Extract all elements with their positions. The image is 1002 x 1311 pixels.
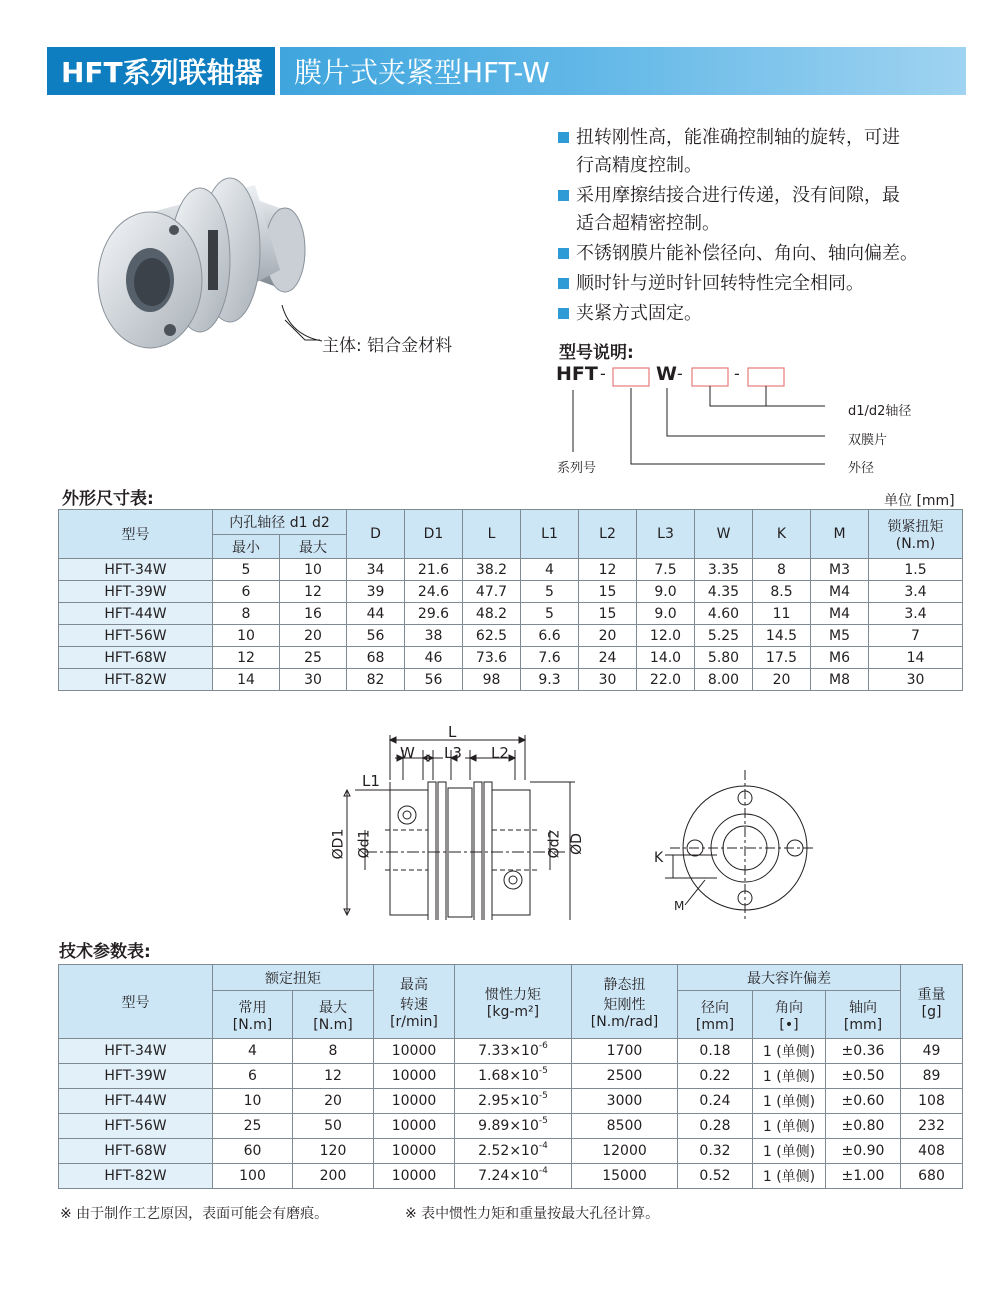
table-cell: 14.0 [637, 647, 695, 669]
col-header-stiffness: 静态扭 矩刚性 [N.m/rad] [572, 965, 678, 1039]
table-cell: 82 [347, 669, 405, 691]
table-cell: 5 [521, 603, 579, 625]
table-cell: M4 [811, 603, 869, 625]
table-cell: 8.5 [753, 581, 811, 603]
table-cell: 62.5 [463, 625, 521, 647]
model-cell: HFT-44W [59, 603, 213, 625]
table-cell: 25 [213, 1114, 293, 1139]
col-header-m: M [811, 510, 869, 559]
table-cell: 20 [280, 625, 347, 647]
model-cell: HFT-56W [59, 1114, 213, 1139]
table-cell: 15 [579, 603, 637, 625]
square-bullet-icon [558, 308, 569, 319]
table-cell: 17.5 [753, 647, 811, 669]
table-cell: 3.4 [869, 603, 963, 625]
page-header [47, 47, 966, 95]
table-row [59, 625, 963, 647]
table-cell: 10000 [374, 1164, 455, 1189]
table-cell: 10 [213, 625, 280, 647]
col-header-radial: 径向 [mm] [678, 991, 753, 1039]
table-cell: 44 [347, 603, 405, 625]
table-cell: 408 [901, 1139, 963, 1164]
feature-list [558, 124, 978, 330]
col-header-weight: 重量 [g] [901, 965, 963, 1039]
dim-label-l1: L1 [362, 772, 380, 790]
model-code-dash: - [677, 364, 683, 383]
dim-label-w: W [400, 744, 415, 762]
table-cell: 4 [213, 1039, 293, 1064]
table-cell: 8 [213, 603, 280, 625]
table-cell: 10000 [374, 1064, 455, 1089]
label-series-number: 系列号 [557, 461, 597, 476]
table-cell: 15000 [572, 1164, 678, 1189]
col-header-l1: L1 [521, 510, 579, 559]
dim-label-m: M [674, 899, 685, 913]
table-row [59, 581, 963, 603]
table-row [59, 669, 963, 691]
table-cell: ±1.00 [826, 1164, 901, 1189]
table-cell: 9.3 [521, 669, 579, 691]
col-header-misalignment: 最大容许偏差 [678, 965, 901, 991]
table-cell: 20 [753, 669, 811, 691]
table-cell: ±0.90 [826, 1139, 901, 1164]
col-header-min: 最小 [213, 535, 280, 559]
table-cell: ±0.50 [826, 1064, 901, 1089]
table-cell: 21.6 [405, 559, 463, 581]
table-cell: 60 [213, 1139, 293, 1164]
table-cell: 73.6 [463, 647, 521, 669]
dimension-table [58, 509, 963, 691]
table-row [59, 647, 963, 669]
table-cell: 8 [753, 559, 811, 581]
feature-item: 不锈钢膜片能补偿径向、角向、轴向偏差。 [558, 240, 978, 268]
table-cell: 98 [463, 669, 521, 691]
table-row [59, 603, 963, 625]
table-cell: 7.5 [637, 559, 695, 581]
table-cell: 24.6 [405, 581, 463, 603]
feature-item: 顺时针与逆时针回转特性完全相同。 [558, 270, 978, 298]
inertia-cell: $7.33\times 10^{-6}$ [455, 1039, 572, 1064]
unit-label: 单位 [mm] [884, 493, 955, 509]
table-cell: 6 [213, 1064, 293, 1089]
product-subtitle: 膜片式夹紧型HFT-W [280, 47, 966, 95]
table-cell: 1 (单侧) [753, 1114, 826, 1139]
caption-leader-line [280, 300, 325, 345]
table-cell: 232 [901, 1114, 963, 1139]
table-cell: ±0.80 [826, 1114, 901, 1139]
note-calculation: ※ 表中惯性力矩和重量按最大孔径计算。 [405, 1206, 660, 1222]
table-cell: 24 [579, 647, 637, 669]
table-cell: 6.6 [521, 625, 579, 647]
inertia-cell: $1.68\times 10^{-5}$ [455, 1064, 572, 1089]
table-cell: 7.6 [521, 647, 579, 669]
dim-label-l3: L3 [444, 744, 462, 762]
table-cell: 1.5 [869, 559, 963, 581]
dim-label-d1-outer: ØD1 [330, 828, 347, 860]
feature-item: 扭转刚性高，能准确控制轴的旋转，可进 行高精度控制。 [558, 124, 978, 180]
table-cell: 8.00 [695, 669, 753, 691]
model-cell: HFT-34W [59, 559, 213, 581]
col-header-max: 最大 [280, 535, 347, 559]
table-cell: 680 [901, 1164, 963, 1189]
table-cell: 12.0 [637, 625, 695, 647]
dim-label-d2-bore: Ød2 [546, 829, 563, 859]
col-header-d: D [347, 510, 405, 559]
table-cell: 3.4 [869, 581, 963, 603]
table-cell: 8500 [572, 1114, 678, 1139]
inertia-cell: $2.52\times 10^{-4}$ [455, 1139, 572, 1164]
model-cell: HFT-39W [59, 581, 213, 603]
table-cell: 1 (单侧) [753, 1139, 826, 1164]
table-cell: M6 [811, 647, 869, 669]
table-cell: 14.5 [753, 625, 811, 647]
col-header-angular: 角向 [•] [753, 991, 826, 1039]
table-cell: 20 [579, 625, 637, 647]
table-cell: 10000 [374, 1114, 455, 1139]
table-cell: 5.25 [695, 625, 753, 647]
table-row [59, 559, 963, 581]
table-cell: 200 [293, 1164, 374, 1189]
col-header-rated-torque: 额定扭矩 [213, 965, 374, 991]
table-cell: 30 [869, 669, 963, 691]
col-header-model: 型号 [59, 510, 213, 559]
table-cell: 10 [213, 1089, 293, 1114]
model-code-prefix: HFT [556, 363, 598, 385]
series-title: HFT系列联轴器 [47, 47, 275, 95]
col-header-d1: D1 [405, 510, 463, 559]
feature-item: 采用摩擦结接合进行传递，没有间隙，最 适合超精密控制。 [558, 182, 978, 238]
table-cell: 0.22 [678, 1064, 753, 1089]
table-cell: 56 [347, 625, 405, 647]
model-code-dash: - [734, 364, 740, 383]
label-shaft-diameter: d1/d2轴径 [848, 404, 912, 419]
col-header-normal: 常用 [N.m] [213, 991, 293, 1039]
table-cell: 34 [347, 559, 405, 581]
table-cell: 4 [521, 559, 579, 581]
table-cell: 100 [213, 1164, 293, 1189]
model-code-w: W [656, 363, 677, 385]
table-cell: 108 [901, 1089, 963, 1114]
table-cell: 9.0 [637, 603, 695, 625]
square-bullet-icon [558, 278, 569, 289]
table-cell: M5 [811, 625, 869, 647]
table-cell: 22.0 [637, 669, 695, 691]
table-cell: 8 [293, 1039, 374, 1064]
table-cell: 5.80 [695, 647, 753, 669]
table-cell: 11 [753, 603, 811, 625]
table-cell: 39 [347, 581, 405, 603]
table-cell: 12 [293, 1064, 374, 1089]
table-cell: 10000 [374, 1139, 455, 1164]
model-code-dash: - [600, 364, 606, 383]
inertia-cell: $2.95\times 10^{-5}$ [455, 1089, 572, 1114]
table-cell: 120 [293, 1139, 374, 1164]
tech-table [58, 964, 963, 1189]
dim-label-l: L [448, 723, 457, 741]
label-outer-diameter: 外径 [848, 461, 875, 476]
table-cell: 1700 [572, 1039, 678, 1064]
col-header-max: 最大 [N.m] [293, 991, 374, 1039]
model-cell: HFT-44W [59, 1089, 213, 1114]
table-cell: 16 [280, 603, 347, 625]
table-cell: 68 [347, 647, 405, 669]
col-header-axial: 轴向 [mm] [826, 991, 901, 1039]
table-cell: 38 [405, 625, 463, 647]
table-cell: 30 [280, 669, 347, 691]
table-cell: 15 [579, 581, 637, 603]
table-cell: M8 [811, 669, 869, 691]
table-cell: 5 [213, 559, 280, 581]
table-cell: 10000 [374, 1089, 455, 1114]
col-header-speed: 最高 转速 [r/min] [374, 965, 455, 1039]
table-cell: M3 [811, 559, 869, 581]
table-cell: 38.2 [463, 559, 521, 581]
table-cell: 29.6 [405, 603, 463, 625]
model-cell: HFT-34W [59, 1039, 213, 1064]
table-cell: 6 [213, 581, 280, 603]
table-cell: 4.60 [695, 603, 753, 625]
table-cell: 2500 [572, 1064, 678, 1089]
square-bullet-icon [558, 132, 569, 143]
table-row [59, 1114, 963, 1139]
model-code-title: 型号说明: [559, 343, 634, 363]
table-cell: 12000 [572, 1139, 678, 1164]
table-cell: 10000 [374, 1039, 455, 1064]
model-cell: HFT-56W [59, 625, 213, 647]
table-cell: 49 [901, 1039, 963, 1064]
dim-label-l2: L2 [491, 744, 509, 762]
table-cell: M4 [811, 581, 869, 603]
col-header-inertia: 惯性力矩 [kg-m²] [455, 965, 572, 1039]
table-cell: 56 [405, 669, 463, 691]
model-cell: HFT-68W [59, 647, 213, 669]
table-row [59, 1064, 963, 1089]
model-cell: HFT-82W [59, 1164, 213, 1189]
model-cell: HFT-82W [59, 669, 213, 691]
table-cell: ±0.36 [826, 1039, 901, 1064]
table-cell: 46 [405, 647, 463, 669]
table-cell: 50 [293, 1114, 374, 1139]
table-cell: 47.7 [463, 581, 521, 603]
photo-caption: 主体: 铝合金材料 [322, 336, 453, 356]
dim-label-k: K [654, 850, 664, 866]
col-header-bore: 内孔轴径 d1 d2 [213, 510, 347, 535]
dim-label-d-outer: ØD [568, 833, 585, 855]
table-row [59, 1164, 963, 1189]
feature-item: 夹紧方式固定。 [558, 300, 978, 328]
inertia-cell: $7.24\times 10^{-4}$ [455, 1164, 572, 1189]
table-cell: 1 (单侧) [753, 1089, 826, 1114]
table-cell: 0.52 [678, 1164, 753, 1189]
col-header-l3: L3 [637, 510, 695, 559]
table-cell: 89 [901, 1064, 963, 1089]
table-cell: 14 [213, 669, 280, 691]
table-cell: 0.28 [678, 1114, 753, 1139]
table-cell: 0.18 [678, 1039, 753, 1064]
table-row [59, 1039, 963, 1064]
table-cell: 1 (单侧) [753, 1164, 826, 1189]
model-code-diagram [555, 360, 855, 470]
table-cell: 10 [280, 559, 347, 581]
model-cell: HFT-39W [59, 1064, 213, 1089]
table-cell: 12 [213, 647, 280, 669]
table-cell: 5 [521, 581, 579, 603]
note-surface: ※ 由于制作工艺原因，表面可能会有磨痕。 [60, 1206, 329, 1222]
table-cell: 1 (单侧) [753, 1064, 826, 1089]
col-header-w: W [695, 510, 753, 559]
dimension-table-title: 外形尺寸表: [62, 489, 154, 509]
table-row [59, 1139, 963, 1164]
table-cell: ±0.60 [826, 1089, 901, 1114]
model-cell: HFT-68W [59, 1139, 213, 1164]
table-cell: 9.0 [637, 581, 695, 603]
square-bullet-icon [558, 248, 569, 259]
table-cell: 12 [280, 581, 347, 603]
table-cell: 7 [869, 625, 963, 647]
table-row [59, 1089, 963, 1114]
table-cell: 4.35 [695, 581, 753, 603]
technical-drawing [325, 720, 815, 920]
table-cell: 3.35 [695, 559, 753, 581]
col-header-torque: 锁紧扭矩 (N.m) [869, 510, 963, 559]
table-cell: 30 [579, 669, 637, 691]
label-double-diaphragm: 双膜片 [848, 433, 888, 448]
table-cell: 20 [293, 1089, 374, 1114]
col-header-l: L [463, 510, 521, 559]
col-header-k: K [753, 510, 811, 559]
table-cell: 14 [869, 647, 963, 669]
table-cell: 25 [280, 647, 347, 669]
table-cell: 48.2 [463, 603, 521, 625]
table-cell: 0.24 [678, 1089, 753, 1114]
table-cell: 1 (单侧) [753, 1039, 826, 1064]
tech-table-title: 技术参数表: [59, 942, 151, 962]
table-cell: 3000 [572, 1089, 678, 1114]
table-cell: 0.32 [678, 1139, 753, 1164]
dim-label-d1-bore: Ød1 [356, 829, 373, 859]
table-cell: 12 [579, 559, 637, 581]
col-header-model: 型号 [59, 965, 213, 1039]
inertia-cell: $9.89\times 10^{-5}$ [455, 1114, 572, 1139]
col-header-l2: L2 [579, 510, 637, 559]
square-bullet-icon [558, 190, 569, 201]
